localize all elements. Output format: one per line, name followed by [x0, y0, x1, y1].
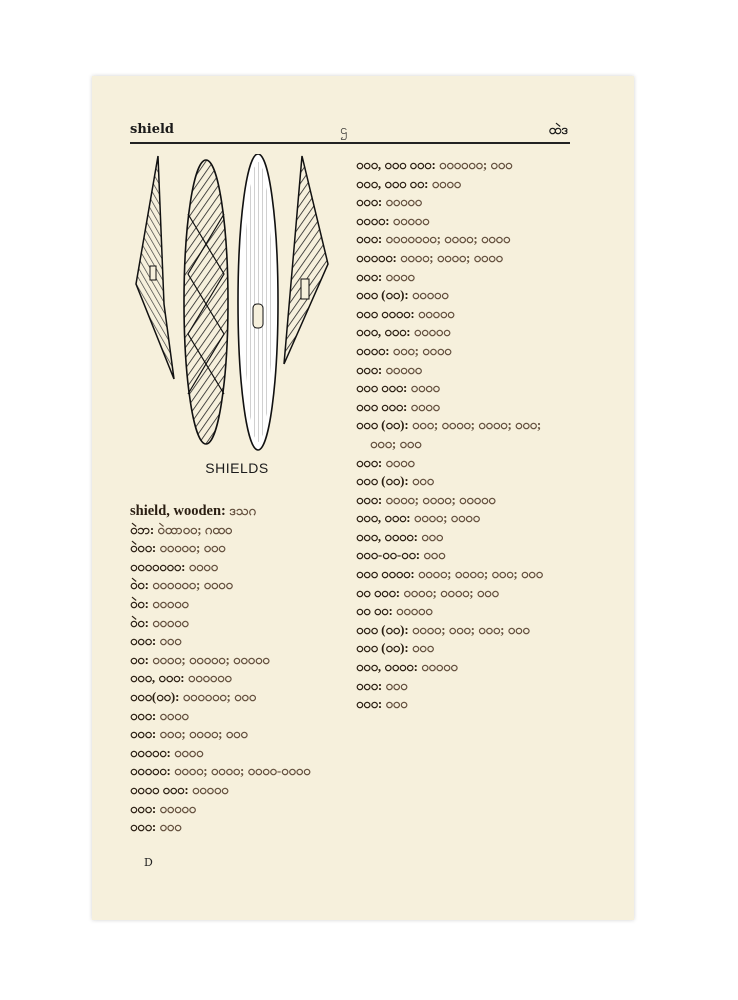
dictionary-entry: [356, 546, 570, 565]
entry-translation: ဝဝဝ: [385, 677, 408, 693]
dictionary-entry: [356, 528, 570, 547]
entry-headword: ဝဝဝ:: [130, 707, 157, 723]
dictionary-entry: [130, 707, 346, 726]
dictionary-entry: [130, 576, 346, 595]
entry-translation: ဝဝဝဝဝ: [385, 361, 422, 377]
entry-translation: ဝဝဝ: [421, 528, 444, 544]
entry-headword: ဝဝဝဝဝ:: [130, 744, 171, 760]
entry-translation: ဝဝဝဝ; ဝဝဝ; ဝဝဝ; ဝဝဝ: [412, 621, 530, 637]
signature-mark: D: [144, 856, 153, 869]
dictionary-entry: [356, 230, 570, 249]
header-rule: [130, 142, 570, 144]
entry-translation: ဝဝဝဝ: [385, 268, 415, 284]
dictionary-entry: [130, 614, 346, 633]
entry-translation: ဝဝဝဝဝ: [417, 305, 455, 321]
entry-translation: ဝဝဝဝဝ: [191, 781, 229, 797]
right-column-entries: [356, 156, 570, 714]
entry-headword: ဝဝဝ:: [356, 361, 383, 377]
entry-headword: ဝဝဝ:: [356, 194, 383, 210]
dictionary-entry: [130, 502, 346, 521]
entry-headword: ဝဝဝဝဝ:: [130, 763, 171, 779]
entry-translation: ဝဝဝဝဝဝဝ; ဝဝဝဝ; ဝဝဝဝ: [385, 231, 511, 247]
dictionary-entry: [130, 539, 346, 558]
entry-headword: ဝဝဝ:: [356, 696, 383, 712]
entry-headword: ဝဝဝဝ ဝဝဝ:: [130, 781, 189, 797]
entry-translation: ဝဝဝဝဝ; ဝဝဝ: [159, 540, 226, 556]
entry-translation: ဝဝဝဝဝ: [421, 659, 458, 675]
entry-translation: ဝဝဝဝဝ: [152, 595, 189, 611]
entry-headword: ဝဝဝဝ:: [356, 342, 390, 358]
dictionary-entry: [356, 454, 570, 473]
dictionary-entry: [356, 156, 570, 175]
entry-translation: ဝဝဝ; ဝဝဝဝ: [392, 342, 452, 358]
entry-headword: ဝဝဝ(ဝဝ):: [130, 688, 180, 704]
entry-translation: ဝဝဝ: [423, 547, 446, 563]
entry-headword: ဝဝဝ ဝဝဝ:: [356, 380, 408, 396]
entry-translation: ဝဝဝဝဝဝ: [187, 670, 232, 686]
entry-headword: ဝဝဝ (ဝဝ):: [356, 287, 409, 303]
entry-headword: ဝဝဝ:: [356, 677, 383, 693]
entry-headword: ဝဝဝဝဝဝဝ:: [130, 558, 186, 574]
entry-headword: ဝဝဝ:: [356, 454, 383, 470]
dictionary-entry: [356, 268, 570, 287]
shield-4-icon: [284, 156, 328, 364]
entry-translation: ဝဝဝဝ: [385, 454, 415, 470]
entry-translation: ဝဝဝ: [159, 819, 182, 835]
entry-headword: ဝဝဝ:: [130, 819, 157, 835]
entry-translation: ဝဝဝဝ; ဝဝဝဝ; ဝဝဝဝဝ: [385, 491, 496, 507]
entry-translation: ဝဝဝ: [385, 696, 408, 712]
dictionary-entry: [130, 744, 346, 763]
entry-translation: ဒသဂ: [229, 503, 256, 518]
dictionary-entry: [130, 800, 346, 819]
entry-translation: ဝဝဝဝ: [159, 707, 189, 723]
entry-translation: ဝဝဝဝ; ဝဝဝဝ; ဝဝဝ: [403, 584, 499, 600]
dictionary-entry: [356, 323, 570, 342]
dictionary-entry: [356, 193, 570, 212]
entry-translation: ဝဝဝ: [412, 473, 434, 489]
entry-translation: ဝဝဝဝဝ: [152, 614, 189, 630]
dictionary-entry: [356, 416, 570, 453]
page-number: ဌ: [340, 123, 348, 138]
dictionary-entry: [130, 688, 346, 707]
entry-headword: ဝဝဝ ဝဝဝ:: [356, 398, 408, 414]
entry-headword: ဝဝဝ, ဝဝဝ ဝဝဝ:: [356, 157, 436, 172]
dictionary-entry: [356, 379, 570, 398]
entry-translation: ဝဝဝဝ; ဝဝဝဝ: [413, 510, 480, 526]
entry-headword: ဝဝဝ-ဝဝ-ဝဝ:: [356, 547, 421, 563]
left-column-entries: [130, 502, 346, 837]
entry-headword: ဝဝဝ, ဝဝဝ:: [130, 670, 185, 686]
entry-translation: ဝဝဝ: [412, 640, 434, 656]
entry-translation: ဝဝဝဝ; ဝဝဝဝဝ; ဝဝဝဝဝ: [152, 651, 270, 667]
entry-headword: ဝဝ:: [130, 651, 149, 667]
entry-headword: ဝဝဝ:: [356, 491, 383, 507]
entry-translation: ဝဝဝဝဝ: [396, 603, 433, 619]
entry-headword: shield, wooden:: [130, 503, 226, 519]
entry-headword: ဝဝဝ, ဝဝဝ ဝဝ:: [356, 175, 429, 191]
entry-headword: ဝဲဝ:: [130, 577, 149, 593]
dictionary-entry: [356, 658, 570, 677]
dictionary-entry: [130, 632, 346, 651]
dictionary-entry: [356, 491, 570, 510]
dictionary-entry: [130, 725, 346, 744]
dictionary-entry: [356, 639, 570, 658]
dictionary-entry: [356, 621, 570, 640]
dictionary-entry: [130, 818, 346, 837]
entry-headword: ဝဲဝဝ:: [130, 540, 157, 556]
dictionary-entry: [356, 212, 570, 231]
entry-headword: ဝဲဝ:: [130, 614, 149, 630]
entry-headword: ဝဝဝ (ဝဝ):: [356, 621, 409, 637]
dictionary-entry: [130, 651, 346, 670]
dictionary-entry: [356, 249, 570, 268]
shield-3-icon: [238, 154, 278, 450]
figure-caption: SHIELDS: [205, 460, 269, 476]
entry-translation: ဝဲထာဝဝ; ဂထဝ: [157, 521, 233, 537]
entry-translation: ဝဝဝဝဝ: [392, 212, 430, 228]
dictionary-entry: [130, 762, 346, 781]
dictionary-entry: [356, 677, 570, 696]
dictionary-page: [92, 76, 634, 920]
dictionary-entry: [356, 565, 570, 584]
entry-headword: ဝဝ ဝဝဝ:: [356, 584, 401, 600]
dictionary-entry: [356, 175, 570, 194]
dictionary-entry: [356, 305, 570, 324]
entry-translation: ဝဝဝဝ: [431, 175, 461, 191]
entry-translation: ဝဝဝဝ; ဝဝဝဝ; ဝဝဝဝ-ဝဝဝဝ: [174, 763, 311, 779]
entry-translation: ဝဝဝ; ဝဝဝဝ; ဝဝဝဝ; ဝဝဝ; ဝဝဝ; ဝဝဝ: [370, 417, 542, 451]
entry-headword: ဝဝဝ:: [356, 268, 383, 284]
dictionary-entry: [130, 781, 346, 800]
shields-illustration: [130, 154, 344, 460]
entry-translation: ဝဝဝ: [159, 633, 182, 649]
dictionary-entry: [130, 521, 346, 540]
entry-headword: ဝဝဝ ဝဝဝဝ:: [356, 566, 415, 582]
entry-headword: ဝဝဝ:: [130, 800, 157, 816]
entry-headword: ဝဝဝ ဝဝဝဝ:: [356, 305, 415, 321]
entry-headword: ဝဝဝ, ဝဝဝ:: [356, 510, 411, 526]
entry-headword: ဝဝဝဝ:: [356, 212, 390, 228]
dictionary-entry: [356, 472, 570, 491]
dictionary-entry: [356, 695, 570, 714]
entry-translation: ဝဝဝဝ: [174, 744, 204, 760]
entry-translation: ဝဝဝ; ဝဝဝဝ; ဝဝဝ: [159, 726, 248, 742]
entry-translation: ဝဝဝဝဝ: [159, 800, 196, 816]
dictionary-entry: [130, 558, 346, 577]
entry-translation: ဝဝဝဝ: [188, 558, 218, 574]
dictionary-entry: [356, 286, 570, 305]
entry-translation: ဝဝဝဝဝဝ; ဝဝဝ: [182, 688, 257, 704]
entry-headword: ဝဝဝ:: [130, 633, 157, 649]
dictionary-entry: [356, 602, 570, 621]
dictionary-entry: [356, 509, 570, 528]
dictionary-entry: [356, 584, 570, 603]
entry-headword: ဝဝဝ:: [130, 726, 157, 742]
dictionary-entry: [356, 398, 570, 417]
entry-headword: ဝဝဝ, ဝဝဝဝ:: [356, 528, 418, 544]
entry-headword: ဝဲဘ:: [130, 521, 155, 537]
entry-headword: ဝဝဝ (ဝဝ):: [356, 473, 409, 489]
dictionary-entry: [356, 342, 570, 361]
entry-headword: ဝဝ ဝဝ:: [356, 603, 393, 619]
entry-translation: ဝဝဝဝ; ဝဝဝဝ; ဝဝဝဝ: [400, 249, 503, 265]
dictionary-entry: [356, 361, 570, 380]
entry-translation: ဝဝဝဝဝဝ; ဝဝဝဝ: [152, 577, 233, 593]
entry-headword: ဝဝဝဝဝ:: [356, 249, 397, 265]
entry-headword: ဝဝဝ, ဝဝဝဝ:: [356, 659, 418, 675]
entry-translation: ဝဝဝဝဝဝ; ဝဝဝ: [439, 157, 513, 172]
running-head-right: ထဲဒ: [548, 123, 568, 138]
dictionary-entry: [130, 669, 346, 688]
dictionary-entry: [130, 595, 346, 614]
entry-translation: ဝဝဝဝဝ: [412, 287, 449, 303]
entry-translation: ဝဝဝဝဝ: [385, 194, 422, 210]
running-head-left: shield: [130, 122, 175, 137]
entry-headword: ဝဝဝ, ဝဝဝ:: [356, 324, 411, 340]
entry-translation: ဝဝဝဝဝ: [413, 324, 451, 340]
entry-headword: ဝဝဝ (ဝဝ):: [356, 417, 409, 433]
shield-2-icon: [184, 160, 228, 444]
entry-headword: ဝဲဝ:: [130, 595, 149, 611]
entry-translation: ဝဝဝဝ: [410, 398, 440, 414]
entry-translation: ဝဝဝဝ: [410, 380, 440, 396]
entry-headword: ဝဝဝ:: [356, 231, 383, 247]
shield-1-icon: [136, 156, 174, 379]
entry-headword: ဝဝဝ (ဝဝ):: [356, 640, 409, 656]
entry-translation: ဝဝဝဝ; ဝဝဝဝ; ဝဝဝ; ဝဝဝ: [417, 566, 543, 582]
